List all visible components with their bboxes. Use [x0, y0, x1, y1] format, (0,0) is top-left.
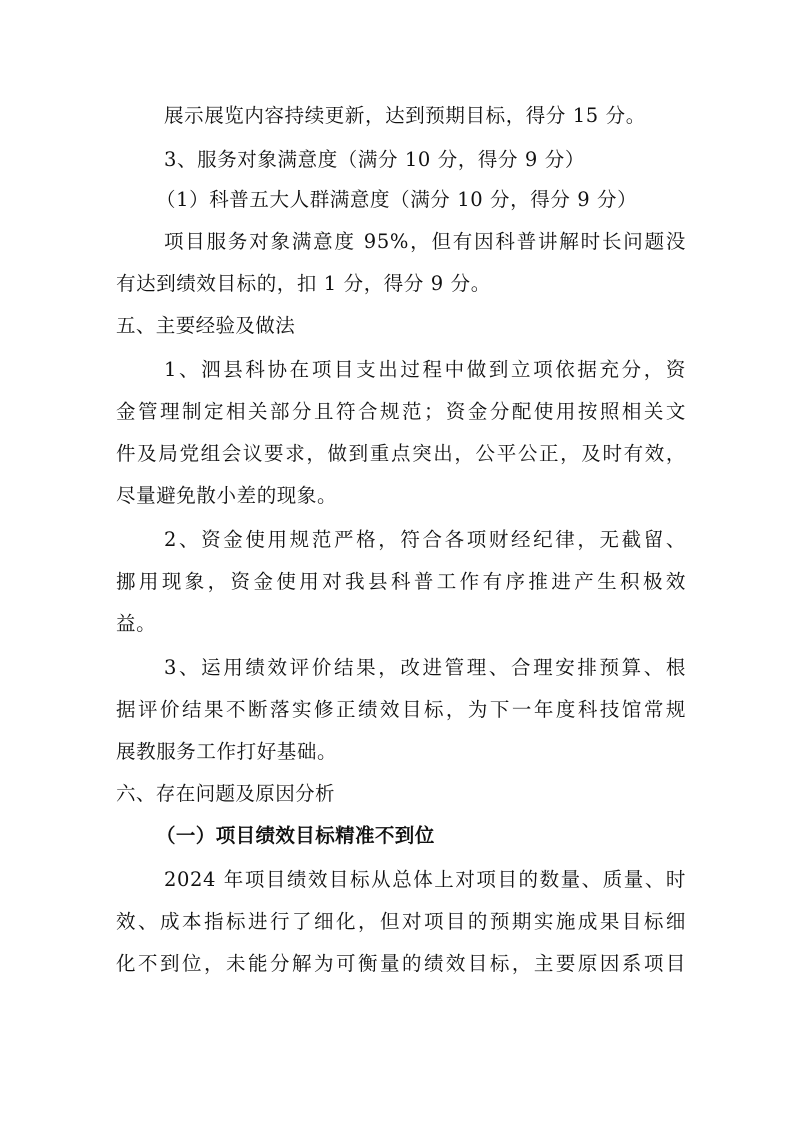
paragraph-line: 展教服务工作打好基础。 [116, 740, 338, 763]
subsection-heading: （一）项目绩效目标精准不到位 [156, 824, 435, 847]
paragraph-line: 挪用现象，资金使用对我县科普工作有序推进产生积极效 [116, 570, 686, 593]
paragraph-line: 3、服务对象满意度（满分 10 分，得分 9 分） [164, 148, 585, 171]
paragraph-line: 1、泗县科协在项目支出过程中做到立项依据充分，资 [164, 358, 686, 381]
paragraph-line: 有达到绩效目标的，扣 1 分，得分 9 分。 [116, 272, 491, 295]
paragraph-line: 2024 年项目绩效目标从总体上对项目的数量、质量、时 [164, 868, 686, 891]
paragraph-line: 化不到位，未能分解为可衡量的绩效目标，主要原因系项目 [116, 952, 686, 975]
paragraph-line: 展示展览内容持续更新，达到预期目标，得分 15 分。 [164, 104, 646, 127]
paragraph-line: 尽量避免散小差的现象。 [116, 484, 338, 507]
paragraph-line: 效、成本指标进行了细化，但对项目的预期实施成果目标细 [116, 910, 686, 933]
section-heading: 六、存在问题及原因分析 [116, 782, 335, 805]
paragraph-line: 件及局党组会议要求，做到重点突出，公平公正，及时有效， [116, 442, 686, 465]
section-heading: 五、主要经验及做法 [116, 314, 296, 337]
paragraph-line: 益。 [116, 612, 157, 635]
paragraph-line: （1）科普五大人群满意度（满分 10 分，得分 9 分） [156, 188, 638, 211]
paragraph-line: 2、资金使用规范严格，符合各项财经纪律，无截留、 [164, 528, 686, 551]
paragraph-line: 项目服务对象满意度 95%，但有因科普讲解时长问题没 [164, 230, 686, 253]
paragraph-line: 金管理制定相关部分且符合规范；资金分配使用按照相关文 [116, 400, 686, 423]
paragraph-line: 据评价结果不断落实修正绩效目标，为下一年度科技馆常规 [116, 698, 686, 721]
paragraph-line: 3、运用绩效评价结果，改进管理、合理安排预算、根 [164, 656, 686, 679]
